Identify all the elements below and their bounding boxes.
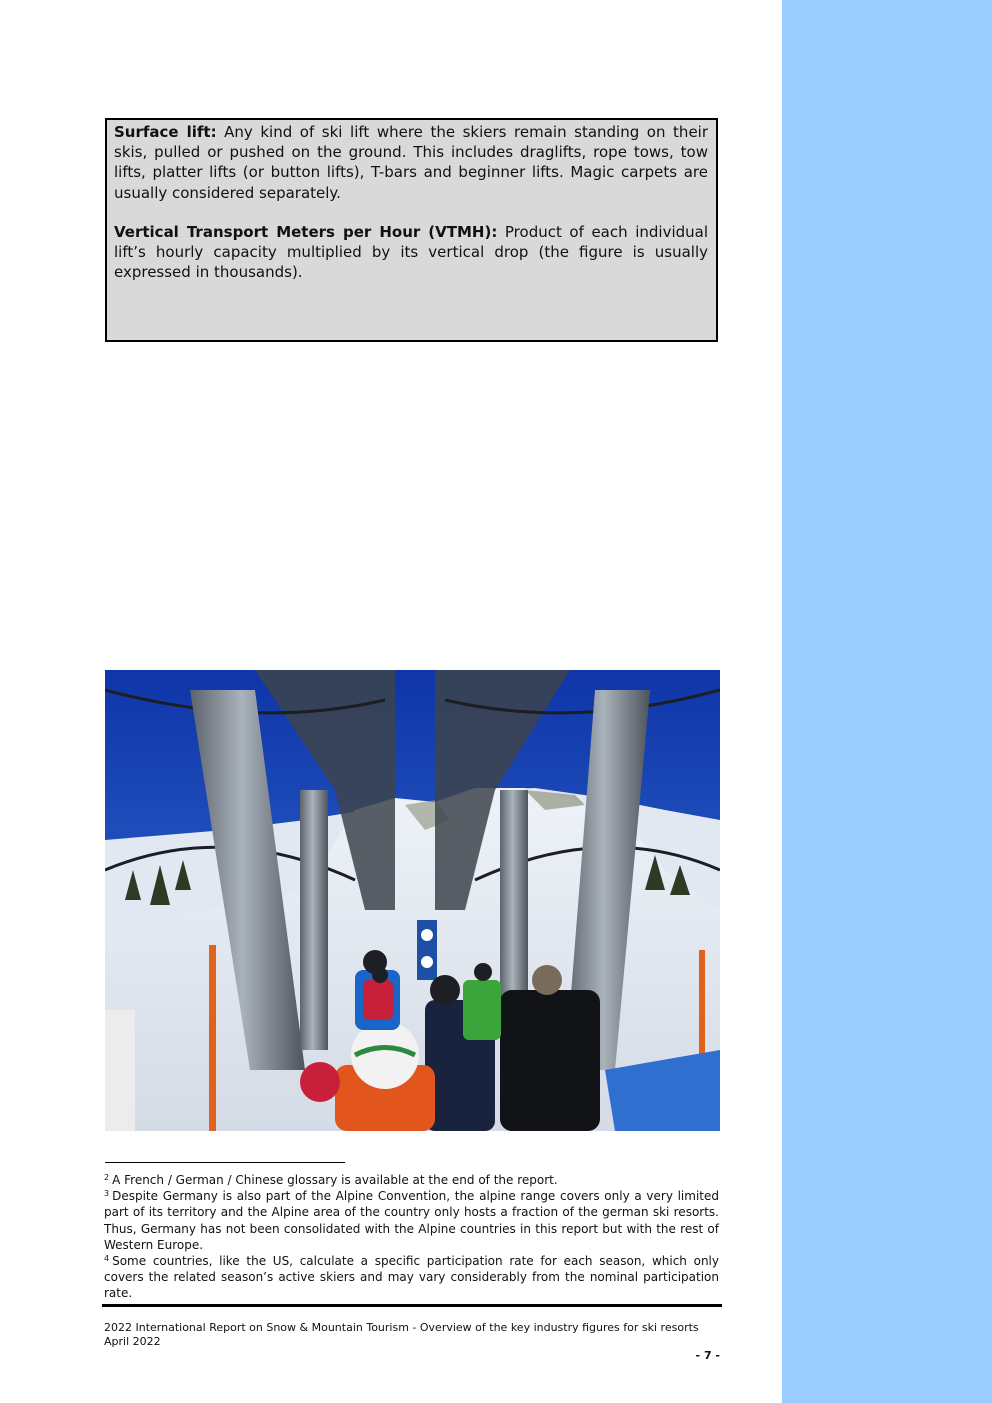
footnote-2 <box>104 1172 719 1188</box>
page-number: - 7 - <box>695 1349 720 1362</box>
glossary-term: Surface lift: <box>114 123 217 141</box>
footnote-text: Despite Germany is also part of the Alpine Convention, the alpine range covers only a very limited part of its territory and the Alpine area of the country only hosts a fraction of the german ski resorts. Thus, Germany has not been consolidated with the Alpine countries in this report but with the rest of Western Europe. <box>104 1189 719 1252</box>
footer-date: April 2022 <box>104 1335 161 1348</box>
glossary-term: Vertical Transport Meters per Hour (VTMH): <box>114 222 498 241</box>
footnotes <box>104 1172 719 1302</box>
ski-lift-photo <box>105 670 720 1131</box>
footnote-3 <box>104 1188 719 1253</box>
glossary-entry-surface-lift <box>114 122 708 203</box>
footnote-mark: 4 <box>104 1254 110 1264</box>
footnote-4 <box>104 1253 719 1302</box>
footnote-mark: 2 <box>104 1173 110 1182</box>
glossary-entry-vtmh <box>114 222 708 283</box>
glossary-definition: Any kind of ski lift where the skiers remain standing on their skis, pulled or pushed on the ground. This includes draglifts, rope tows, tow lifts, platter lifts (or button lifts), T-bars and beginner lifts. Magic carpets are usually considered separately. <box>114 123 709 202</box>
glossary-box <box>105 118 718 342</box>
footnote-text: Some countries, like the US, calculate a specific participation rate for each season, which only covers the related season’s active skiers and may vary considerably from the nominal participation rate. <box>104 1254 719 1301</box>
footnote-text: A French / German / Chinese glossary is available at the end of the report. <box>112 1173 558 1187</box>
side-color-bar <box>782 0 992 1403</box>
footnote-mark: 3 <box>104 1189 110 1199</box>
footnote-separator <box>105 1162 345 1163</box>
glossary-definition: Product of each individual lift’s hourly capacity multiplied by its vertical drop (the figure is usually expressed in thousands). <box>114 222 708 282</box>
footer-rule <box>102 1304 722 1307</box>
footer-title: 2022 International Report on Snow & Mountain Tourism - Overview of the key industry figures for ski resorts <box>104 1321 699 1334</box>
page-footer <box>104 1321 719 1349</box>
